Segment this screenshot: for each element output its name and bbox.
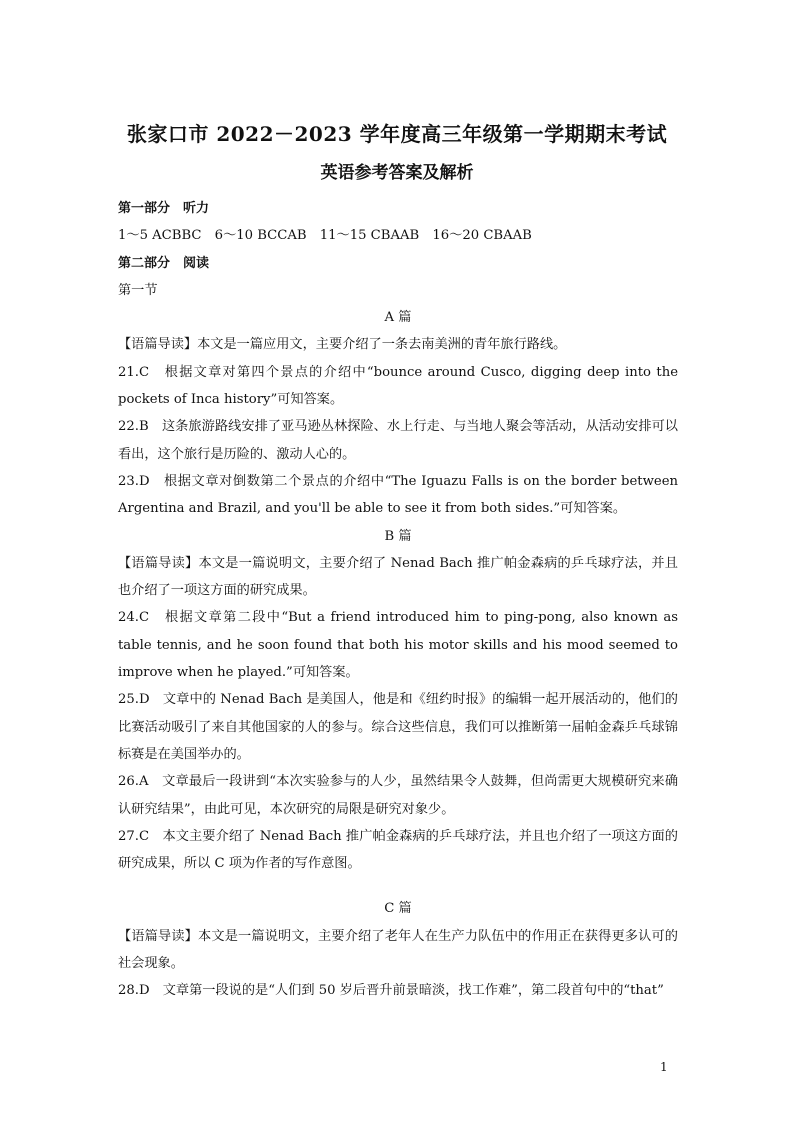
answer-content — [118, 195, 678, 1005]
section1-label: 第一节 — [118, 282, 158, 298]
answer-25: 25.D 文章中的 Nenad Bach 是美国人，他是和《纽约时报》的编辑一起开展活动的，他们的比赛活动吸引了来自其他国家的人的参与。综合这些信息，我们可以推断第一届帕金森乒乓球锦标赛是在美国举办的。 — [118, 692, 678, 762]
page-title: 张家口市 2022－2023 学年度高三年级第一学期期末考试 — [126, 122, 668, 146]
answer-22: 22.B 这条旅游路线安排了亚马逊丛林探险、水上行走、与当地人聚会等活动，从活动安排可以看出，这个旅行是历险的、激动人心的。 — [118, 419, 678, 462]
answer-27: 27.C 本文主要介绍了 Nenad Bach 推广帕金森病的乒乓球疗法，并且也介绍了一项这方面的研究成果，所以 C 项为作者的写作意图。 — [118, 828, 678, 872]
passage-b-label: B 篇 — [384, 528, 412, 544]
passage-a-guide: 【语篇导读】本文是一篇应用文，主要介绍了一条去南美洲的青年旅行路线。 — [118, 337, 567, 353]
spacer — [118, 877, 678, 895]
answer-28: 28.D 文章第一段说的是“人们到 50 岁后晋升前景暗淡，找工作难”，第二段首句中的“that” — [118, 983, 664, 999]
page-number: 1 — [660, 1060, 668, 1074]
passage-c-label: C 篇 — [384, 901, 412, 917]
passage-c-guide: 【语篇导读】本文是一篇说明文，主要介绍了老年人在生产力队伍中的作用正在获得更多认可的社会现象。 — [118, 928, 678, 972]
answer-24: 24.C 根据文章第二段中“But a friend introduced him to ping-pong, also known as table tennis, and he soon found that both his motor skills and his mood seemed to improve when he played.”可知答案。 — [118, 610, 678, 681]
part2-heading: 第二部分 阅读 — [118, 255, 210, 271]
part1-heading: 第一部分 听力 — [118, 201, 210, 216]
passage-a-label: A 篇 — [384, 310, 412, 326]
answer-21: 21.C 根据文章对第四个景点的介绍中“bounce around Cusco, digging deep into the pockets of Inca history”可知答案。 — [118, 364, 678, 408]
passage-b-guide: 【语篇导读】本文是一篇说明文，主要介绍了 Nenad Bach 推广帕金森病的乒乓球疗法，并且也介绍了一项这方面的研究成果。 — [118, 555, 678, 599]
page-subtitle: 英语参考答案及解析 — [320, 163, 474, 183]
listening-answers: 1～5 ACBBC 6～10 BCCAB 11～15 CBAAB 16～20 CBAAB — [118, 228, 532, 244]
answer-23: 23.D 根据文章对倒数第二个景点的介绍中“The Iguazu Falls is on the border between Argentina and Brazil, and you'll be able to see it from both sides.”可知答案。 — [118, 473, 678, 517]
answer-26: 26.A 文章最后一段讲到“本次实验参与的人少，虽然结果令人鼓舞，但尚需更大规模研究来确认研究结果”，由此可见，本次研究的局限是研究对象少。 — [118, 774, 678, 817]
